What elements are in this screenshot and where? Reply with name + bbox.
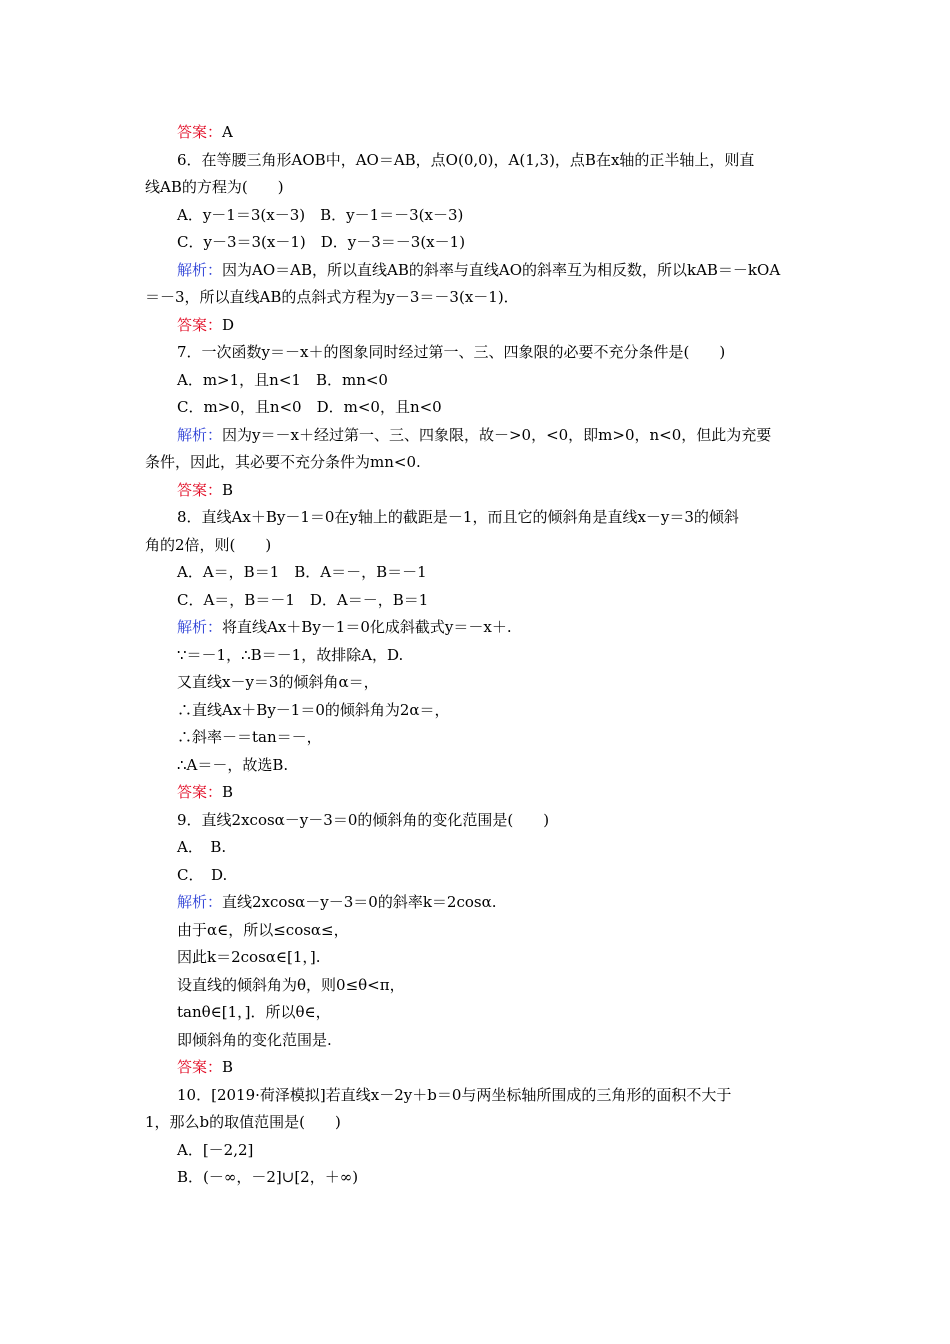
line-text: B．(－∞，－2]∪[2，＋∞) bbox=[177, 1168, 359, 1186]
text-line bbox=[145, 944, 810, 972]
text-line bbox=[145, 752, 810, 780]
line-text: 由于α∈，所以≤cosα≤， bbox=[177, 920, 349, 939]
text-line bbox=[145, 1164, 810, 1192]
line-text: 角的2倍，则( ) bbox=[145, 535, 272, 554]
text-line bbox=[145, 532, 810, 560]
document-body bbox=[145, 119, 810, 1192]
line-text: 6．在等腰三角形AOB中，AO＝AB，点O(0,0)，A(1,3)，点B在x轴的正半轴上，则直 bbox=[177, 150, 755, 169]
text-line bbox=[145, 504, 810, 532]
solution-label: 解析： bbox=[177, 260, 223, 279]
text-line bbox=[145, 559, 810, 587]
line-text: 又直线x－y＝3的倾斜角α＝， bbox=[177, 673, 379, 691]
line-text: ∵＝－1，∴B＝－1，故排除A，D. bbox=[177, 645, 404, 664]
solution-line bbox=[145, 257, 810, 285]
solution-label: 解析： bbox=[177, 618, 223, 636]
line-text: A．m>1，且n<1 B．mn<0 bbox=[177, 370, 388, 389]
text-line bbox=[145, 972, 810, 1000]
text-line bbox=[145, 724, 810, 752]
text-line bbox=[145, 339, 810, 367]
line-text: B bbox=[222, 480, 234, 499]
line-text: ∴斜率－＝tan＝－， bbox=[177, 728, 322, 746]
line-text: 线AB的方程为( ) bbox=[145, 178, 284, 196]
solution-label: 解析： bbox=[177, 425, 223, 444]
solution-line bbox=[145, 422, 810, 450]
text-line bbox=[145, 394, 810, 422]
text-line bbox=[145, 697, 810, 725]
text-line bbox=[145, 449, 810, 477]
text-line bbox=[145, 999, 810, 1027]
answer-line bbox=[145, 779, 810, 807]
answer-label: 答案： bbox=[177, 123, 223, 141]
line-text: 条件，因此，其必要不充分条件为mn<0. bbox=[145, 453, 421, 471]
line-text: tanθ∈[1，]．所以θ∈， bbox=[177, 1003, 331, 1021]
answer-label: 答案： bbox=[177, 315, 223, 334]
text-line bbox=[145, 807, 810, 835]
line-text: 将直线Ax＋By－1＝0化成斜截式y＝－x＋. bbox=[222, 618, 512, 636]
text-line bbox=[145, 202, 810, 230]
line-text: B bbox=[222, 783, 234, 801]
line-text: 因此k＝2cosα∈[1，]. bbox=[177, 948, 321, 966]
line-text: ＝－3，所以直线AB的点斜式方程为y－3＝－3(x－1)． bbox=[145, 288, 519, 306]
line-text: B bbox=[222, 1058, 234, 1076]
line-text: 1，那么b的取值范围是( ) bbox=[145, 1113, 341, 1131]
line-text: 9．直线2xcosα－y－3＝0的倾斜角的变化范围是( ) bbox=[177, 810, 550, 829]
text-line bbox=[145, 834, 810, 862]
solution-label: 解析： bbox=[177, 893, 223, 911]
line-text: 10．[2019·荷泽模拟]若直线x－2y＋b＝0与两坐标轴所围成的三角形的面积不大于 bbox=[177, 1085, 732, 1104]
answer-line bbox=[145, 477, 810, 505]
text-line bbox=[145, 587, 810, 615]
text-line bbox=[145, 642, 810, 670]
answer-line bbox=[145, 312, 810, 340]
line-text: A．A＝，B＝1 B．A＝－，B＝－1 bbox=[177, 563, 427, 581]
line-text: 设直线的倾斜角为θ，则0≤θ<π， bbox=[177, 975, 405, 994]
line-text: ∴A＝－，故选B. bbox=[177, 755, 289, 774]
text-line bbox=[145, 1109, 810, 1137]
line-text: 直线2xcosα－y－3＝0的斜率k＝2cosα. bbox=[222, 893, 497, 911]
answer-label: 答案： bbox=[177, 480, 223, 499]
line-text: D bbox=[222, 315, 235, 334]
line-text: C．A＝，B＝－1 D．A＝－，B＝1 bbox=[177, 590, 429, 609]
answer-label: 答案： bbox=[177, 1058, 223, 1076]
text-line bbox=[145, 284, 810, 312]
text-line bbox=[145, 174, 810, 202]
line-text: C．y－3＝3(x－1) D．y－3＝－3(x－1) bbox=[177, 233, 466, 251]
line-text: A bbox=[222, 123, 233, 141]
text-line bbox=[145, 1027, 810, 1055]
line-text: A．[－2,2] bbox=[177, 1140, 254, 1159]
line-text: 8．直线Ax＋By－1＝0在y轴上的截距是－1，而且它的倾斜角是直线x－y＝3的倾斜 bbox=[177, 508, 739, 526]
text-line bbox=[145, 229, 810, 257]
answer-label: 答案： bbox=[177, 783, 223, 801]
text-line bbox=[145, 1137, 810, 1165]
line-text: ∴直线Ax＋By－1＝0的倾斜角为2α＝， bbox=[177, 700, 450, 719]
line-text: C． D. bbox=[177, 865, 228, 884]
text-line bbox=[145, 917, 810, 945]
answer-line bbox=[145, 119, 810, 147]
line-text: A．y－1＝3(x－3) B．y－1＝－3(x－3) bbox=[177, 205, 464, 224]
line-text: A． B. bbox=[177, 838, 227, 856]
line-text: 因为AO＝AB，所以直线AB的斜率与直线AO的斜率互为相反数，所以kAB＝－kOA bbox=[222, 260, 781, 279]
solution-line bbox=[145, 889, 810, 917]
text-line bbox=[145, 1082, 810, 1110]
text-line bbox=[145, 147, 810, 175]
line-text: C．m>0，且n<0 D．m<0，且n<0 bbox=[177, 398, 442, 416]
line-text: 即倾斜角的变化范围是. bbox=[177, 1030, 332, 1049]
text-line bbox=[145, 669, 810, 697]
line-text: 因为y＝－x＋经过第一、三、四象限，故－>0，<0，即m>0，n<0，但此为充要 bbox=[222, 425, 772, 444]
text-line bbox=[145, 367, 810, 395]
text-line bbox=[145, 862, 810, 890]
answer-line bbox=[145, 1054, 810, 1082]
line-text: 7．一次函数y＝－x＋的图象同时经过第一、三、四象限的必要不充分条件是( ) bbox=[177, 343, 726, 361]
solution-line bbox=[145, 614, 810, 642]
